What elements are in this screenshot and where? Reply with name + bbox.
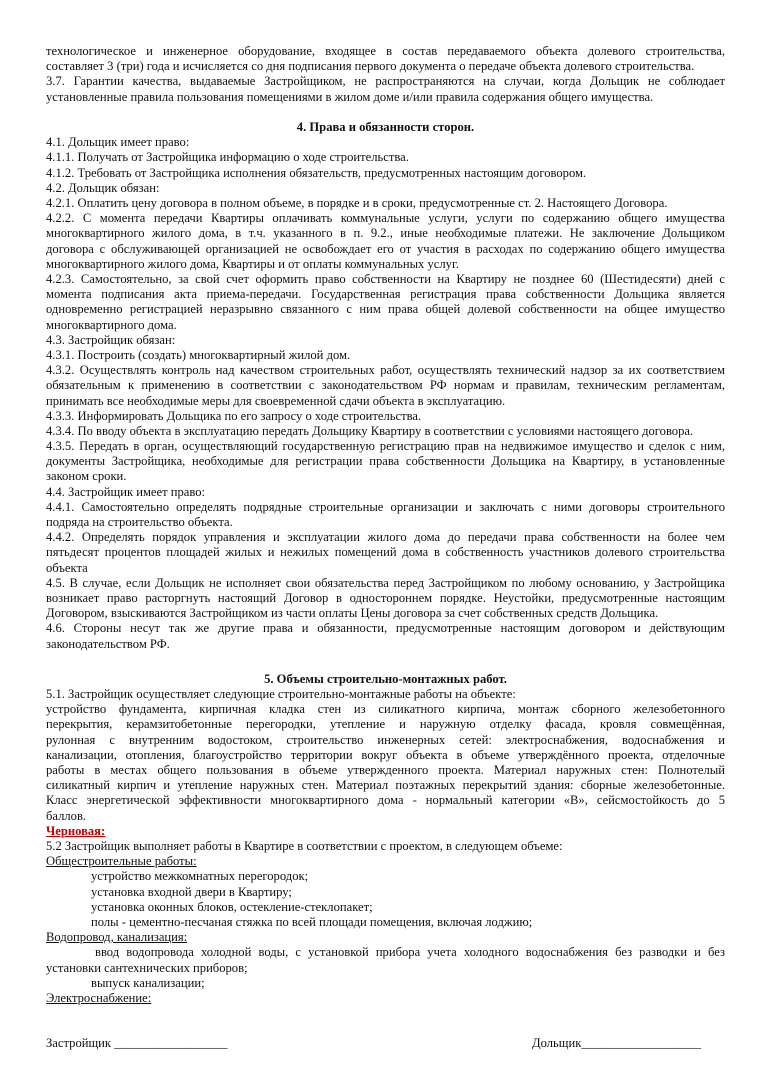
finish-type-label: Черновая: [46, 823, 106, 838]
text-line: канализации, отопления, благоустройство территории вокруг объекта в объеме утверждённого проекта, отделочные [46, 747, 725, 762]
clause-4-3-4 [46, 424, 725, 439]
text-line: 4.3.5. Передать в орган, осуществляющий государственную регистрацию прав на недвижимое имущество и сделок с ним, [46, 439, 725, 454]
text-line: технологическое и инженерное оборудование, входящее в состав передаваемого объекта долевого строительства, [46, 44, 725, 58]
text-line: ввод водопровода холодной воды, с установкой прибора учета холодного водоснабжения без разводки и без [95, 945, 725, 960]
text-line: баллов. [46, 808, 87, 823]
text-line: многоквартирного жилого дома, в т.ч. указанного в п. 9.2., иные необходимые платежи. Не заключение Дольщиком [46, 226, 725, 241]
clause-4-3-2 [46, 363, 725, 409]
text-line: установленные правила пользования помещениями в жилом доме и/или правила содержания общего имущества. [46, 89, 654, 104]
text-line: 4.5. В случае, если Дольщик не исполняет свои обязательства перед Застройщиком по любому основанию, у Застройщика [46, 575, 725, 590]
clause-3-6-continued [46, 44, 725, 74]
text-line: 4.3.3. Информировать Дольщика по его запросу о ходе строительства. [46, 408, 422, 423]
text-line: документы Застройщика, необходимые для регистрации права собственности Дольщика на Квартиру, в установленные [46, 454, 725, 469]
clause-4-1-1 [46, 150, 725, 165]
clause-4-4 [46, 485, 725, 500]
text-line: 4.4.2. Определять порядок управления и эксплуатации жилого дома до передачи права собственности на более чем [46, 530, 725, 545]
text-line: 4.2.1. Оплатить цену договора в полном объеме, в порядке и в сроки, предусмотренные ст. 2. Настоящего Договора. [46, 195, 668, 210]
clause-4-1-2 [46, 166, 725, 181]
text-line: пятьдесят процентов площадей жилых и нежилых помещений дома в собственность участников долевого строительства [46, 545, 725, 560]
electricity-label-row [46, 991, 725, 1006]
text-line: возникает право расторгнуть настоящий Договор в одностороннем порядке. Неустойки, предусмотренные настоящим [46, 591, 725, 606]
clause-4-5 [46, 576, 725, 622]
clause-4-4-2 [46, 530, 725, 576]
text-line: 4.6. Стороны несут так же другие права и обязанности, предусмотренные настоящим договором и действующим [46, 621, 725, 636]
clause-4-3-1 [46, 348, 725, 363]
text-line: установки сантехнических приборов; [46, 960, 248, 975]
contract-page [46, 44, 725, 1051]
text-line: 4.3.1. Построить (создать) многоквартирный жилой дом. [46, 347, 351, 362]
text-line: договора с обслуживающей организацией не освобождает его от участия в расходах по содержанию общего имущества [46, 241, 725, 256]
plumbing-item-water [46, 945, 725, 975]
finish-type-label-row [46, 824, 725, 839]
signature-block [46, 1036, 725, 1051]
text-line: 4.4.1. Самостоятельно определять подрядные строительные организации и заключать с ними договоры строительного [46, 499, 725, 514]
clause-4-3 [46, 333, 725, 348]
general-works-label: Общестроительные работы: [46, 854, 197, 869]
text-line: силикатный кирпич и утепление наружных стен. Материал поэтажных перекрытий здания: сборные железобетонные. [46, 778, 725, 793]
shareholder-signature-line: Дольщик___________________ [532, 1036, 701, 1051]
text-line: многоквартирного жилого дома, Квартиры и от оплаты коммунальных услуг. [46, 256, 459, 271]
text-line: обязательным к применению в соответствии с законодательством РФ нормам и правилам, техническим регламентам, [46, 378, 725, 393]
text-line: 4.2. Дольщик обязан: [46, 180, 160, 195]
work-item: установка входной двери в Квартиру; [91, 884, 292, 899]
text-line: законом сроки. [46, 469, 127, 484]
blank-line [46, 105, 725, 120]
text-line: перекрытия, керамзитобетонные перегородки, утепление и наружную отделку фасада, кровля совмещённая, [46, 717, 725, 732]
section-5-heading: 5. Объемы строительно-монтажных работ. [264, 671, 507, 686]
text-line: 4.1. Дольщик имеет право: [46, 135, 190, 150]
text-line: 4.2.2. С момента передачи Квартиры оплачивать коммунальные услуги, услуги по содержанию общего имущества [46, 211, 725, 226]
plumbing-label-row [46, 930, 725, 945]
work-item: устройство межкомнатных перегородок; [91, 869, 309, 884]
clause-4-2-2 [46, 211, 725, 272]
plumbing-item-sewer: выпуск канализации; [91, 975, 205, 990]
section-4-heading: 4. Права и обязанности сторон. [296, 119, 475, 134]
text-line: 5.1. Застройщик осуществляет следующие строительно-монтажные работы на объекте: [46, 687, 516, 702]
text-line: многоквартирного дома. [46, 317, 177, 332]
clause-4-3-3 [46, 409, 725, 424]
text-line: объекта [46, 560, 88, 575]
clause-4-2-1 [46, 196, 725, 211]
clause-4-1 [46, 135, 725, 150]
clause-5-2 [46, 839, 725, 854]
electricity-label: Электроснабжение: [46, 990, 152, 1005]
blank-line [46, 652, 725, 672]
text-line: 4.1.2. Требовать от Застройщика исполнения обязательств, предусмотренных настоящим договором. [46, 165, 587, 180]
clause-4-3-5 [46, 439, 725, 485]
clause-3-7 [46, 74, 725, 104]
text-line: 4.3.4. По вводу объекта в эксплуатацию передать Дольщику Квартиру в соответствии с условиями настоящего договора. [46, 423, 694, 438]
work-item: полы - цементно-песчаная стяжка по всей площади помещения, включая лоджию; [91, 914, 533, 929]
text-line: рулонная с внутренним водостоком, строительство инженерных сетей: электроснабжения, водоснабжения и [46, 732, 725, 747]
clause-4-6 [46, 621, 725, 651]
text-line: 4.2.3. Самостоятельно, за свой счет оформить право собственности на Квартиру не позднее 60 (Шестидесяти) дней с [46, 271, 725, 286]
work-item: установка оконных блоков, остекление-стеклопакет; [91, 899, 373, 914]
clause-4-2 [46, 181, 725, 196]
clause-5-1-works [46, 702, 725, 824]
text-line: составляет 3 (три) года и исчисляется со дня подписания первого документа о передаче объекта долевого строительства. [46, 59, 695, 74]
clause-4-4-1 [46, 500, 725, 530]
contract-body [46, 44, 725, 1006]
clause-5-1 [46, 687, 725, 702]
text-line: подряда на строительство объекта. [46, 515, 233, 530]
text-line: 4.1.1. Получать от Застройщика информацию о ходе строительства. [46, 150, 409, 165]
developer-signature-line: Застройщик __________________ [46, 1036, 228, 1051]
clause-4-2-3 [46, 272, 725, 333]
text-line: 4.3.2. Осуществлять контроль над качеством строительных работ, осуществлять технический надзор за их соответствием [46, 363, 725, 378]
text-line: Договором, взыскиваются Застройщиком из части оплаты Цены договора за счет собственных средств Дольщика. [46, 606, 659, 621]
text-line: Класс энергетической эффективности многоквартирного дома - нормальный категории «В», сейсмостойкость до 5 [46, 793, 725, 808]
text-line: 5.2 Застройщик выполняет работы в Квартире в соответствии с проектом, в следующем объеме: [46, 838, 563, 853]
text-line: одновременно регистрацией неразрывно связанного с ним права общей долевой собственности на общее имущество [46, 302, 725, 317]
text-line: принимать все необходимые меры для своевременной сдачи объекта в эксплуатацию. [46, 393, 506, 408]
text-line: момента подписания акта приема-передачи. Государственная регистрация права собственности Дольщика является [46, 287, 725, 302]
text-line: 3.7. Гарантии качества, выдаваемые Застройщиком, не распространяются на случаи, когда Дольщик не соблюдает [46, 74, 725, 89]
text-line: 4.3. Застройщик обязан: [46, 332, 176, 347]
text-line: работы в местах общего пользования в объеме утвержденного проекта. Материал наружных стен: Полнотелый [46, 762, 725, 777]
text-line: законодательством РФ. [46, 636, 170, 651]
text-line: 4.4. Застройщик имеет право: [46, 484, 206, 499]
text-line: устройство фундамента, кирпичная кладка стен из силикатного кирпича, монтаж сборного железобетонного [46, 702, 725, 717]
plumbing-label: Водопровод, канализация: [46, 930, 188, 945]
general-works-label-row [46, 854, 725, 869]
